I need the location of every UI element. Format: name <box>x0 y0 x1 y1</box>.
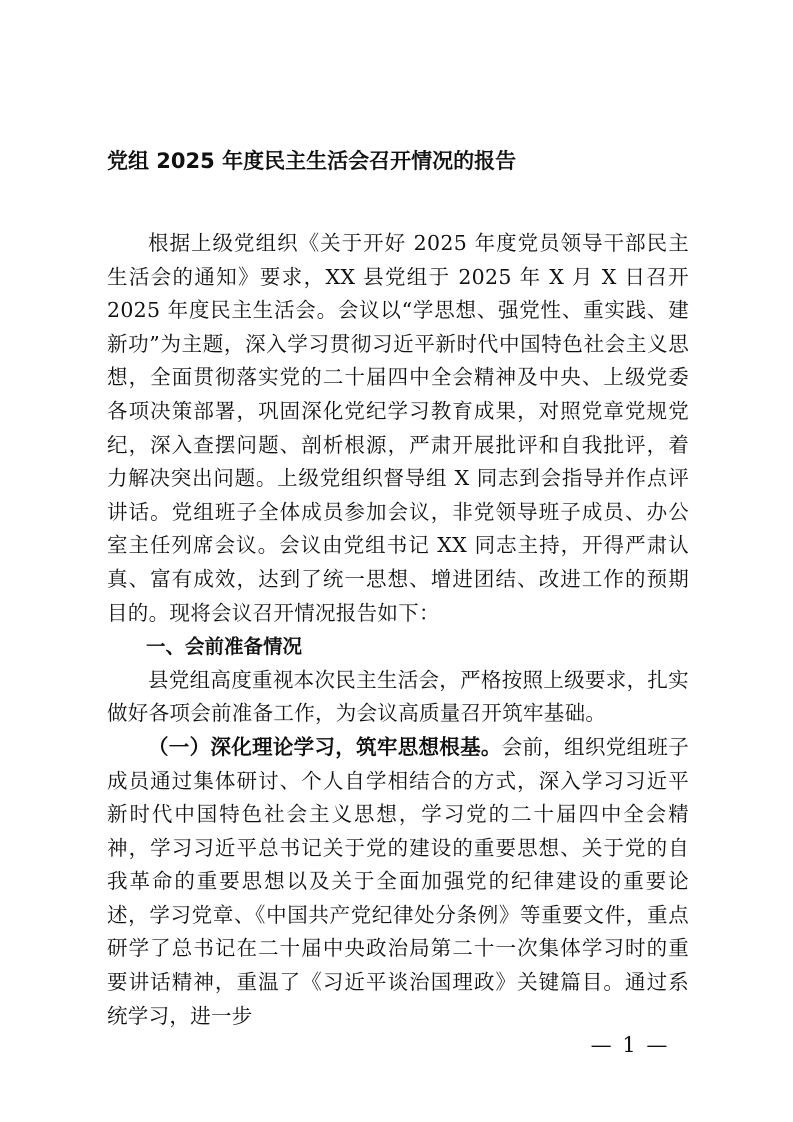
document-body <box>107 227 689 1033</box>
section-intro-paragraph: 县党组高度重视本次民主生活会，严格按照上级要求，扎实做好各项会前准备工作，为会议高质量召开筑牢基础。 <box>107 667 689 726</box>
subsection-heading: （一）深化理论学习，筑牢思想根基。 <box>148 734 502 759</box>
subsection-paragraph <box>107 731 689 1033</box>
page-number: — 1 — <box>590 1033 670 1057</box>
subsection-body: 会前，组织党组班子成员通过集体研讨、个人自学相结合的方式，深入学习习近平新时代中国特色社会主义思想，学习党的二十届四中全会精神，学习习近平总书记关于党的建设的重要思想、关于党的自我革命的重要思想以及关于全面加强党的纪律建设的重要论述，学习党章、《中国共产党纪律处分条例》等重要文件，重点研学了总书记在二十届中央政治局第二十一次集体学习时的重要讲话精神，重温了《习近平谈治国理政》关键篇目。通过系统学习，进一步 <box>107 734 689 1028</box>
section-heading: 一、会前准备情况 <box>146 635 303 659</box>
document-title: 党组 2025 年度民主生活会召开情况的报告 <box>107 149 517 173</box>
intro-paragraph: 根据上级党组织《关于开好 2025 年度党员领导干部民主生活会的通知》要求，XX 县党组于 2025 年 X 月 X 日召开 2025 年度民主生活会。会议以“学思想、强党性、重实践、建新功”为主题，深入学习贯彻习近平新时代中国特色社会主义思想，全面贯彻落实党的二十届四中全会精神及中央、上级党委各项决策部署，巩固深化党纪学习教育成果，对照党章党规党纪，深入查摆问题、剖析根源，严肃开展批评和自我批评，着力解决突出问题。上级党组织督导组 X 同志到会指导并作点评讲话。党组班子全体成员参加会议，非党领导班子成员、办公室主任列席会议。会议由党组书记 XX 同志主持，开得严肃认真、富有成效，达到了统一思想、增进团结、改进工作的预期目的。现将会议召开情况报告如下： <box>107 231 689 625</box>
